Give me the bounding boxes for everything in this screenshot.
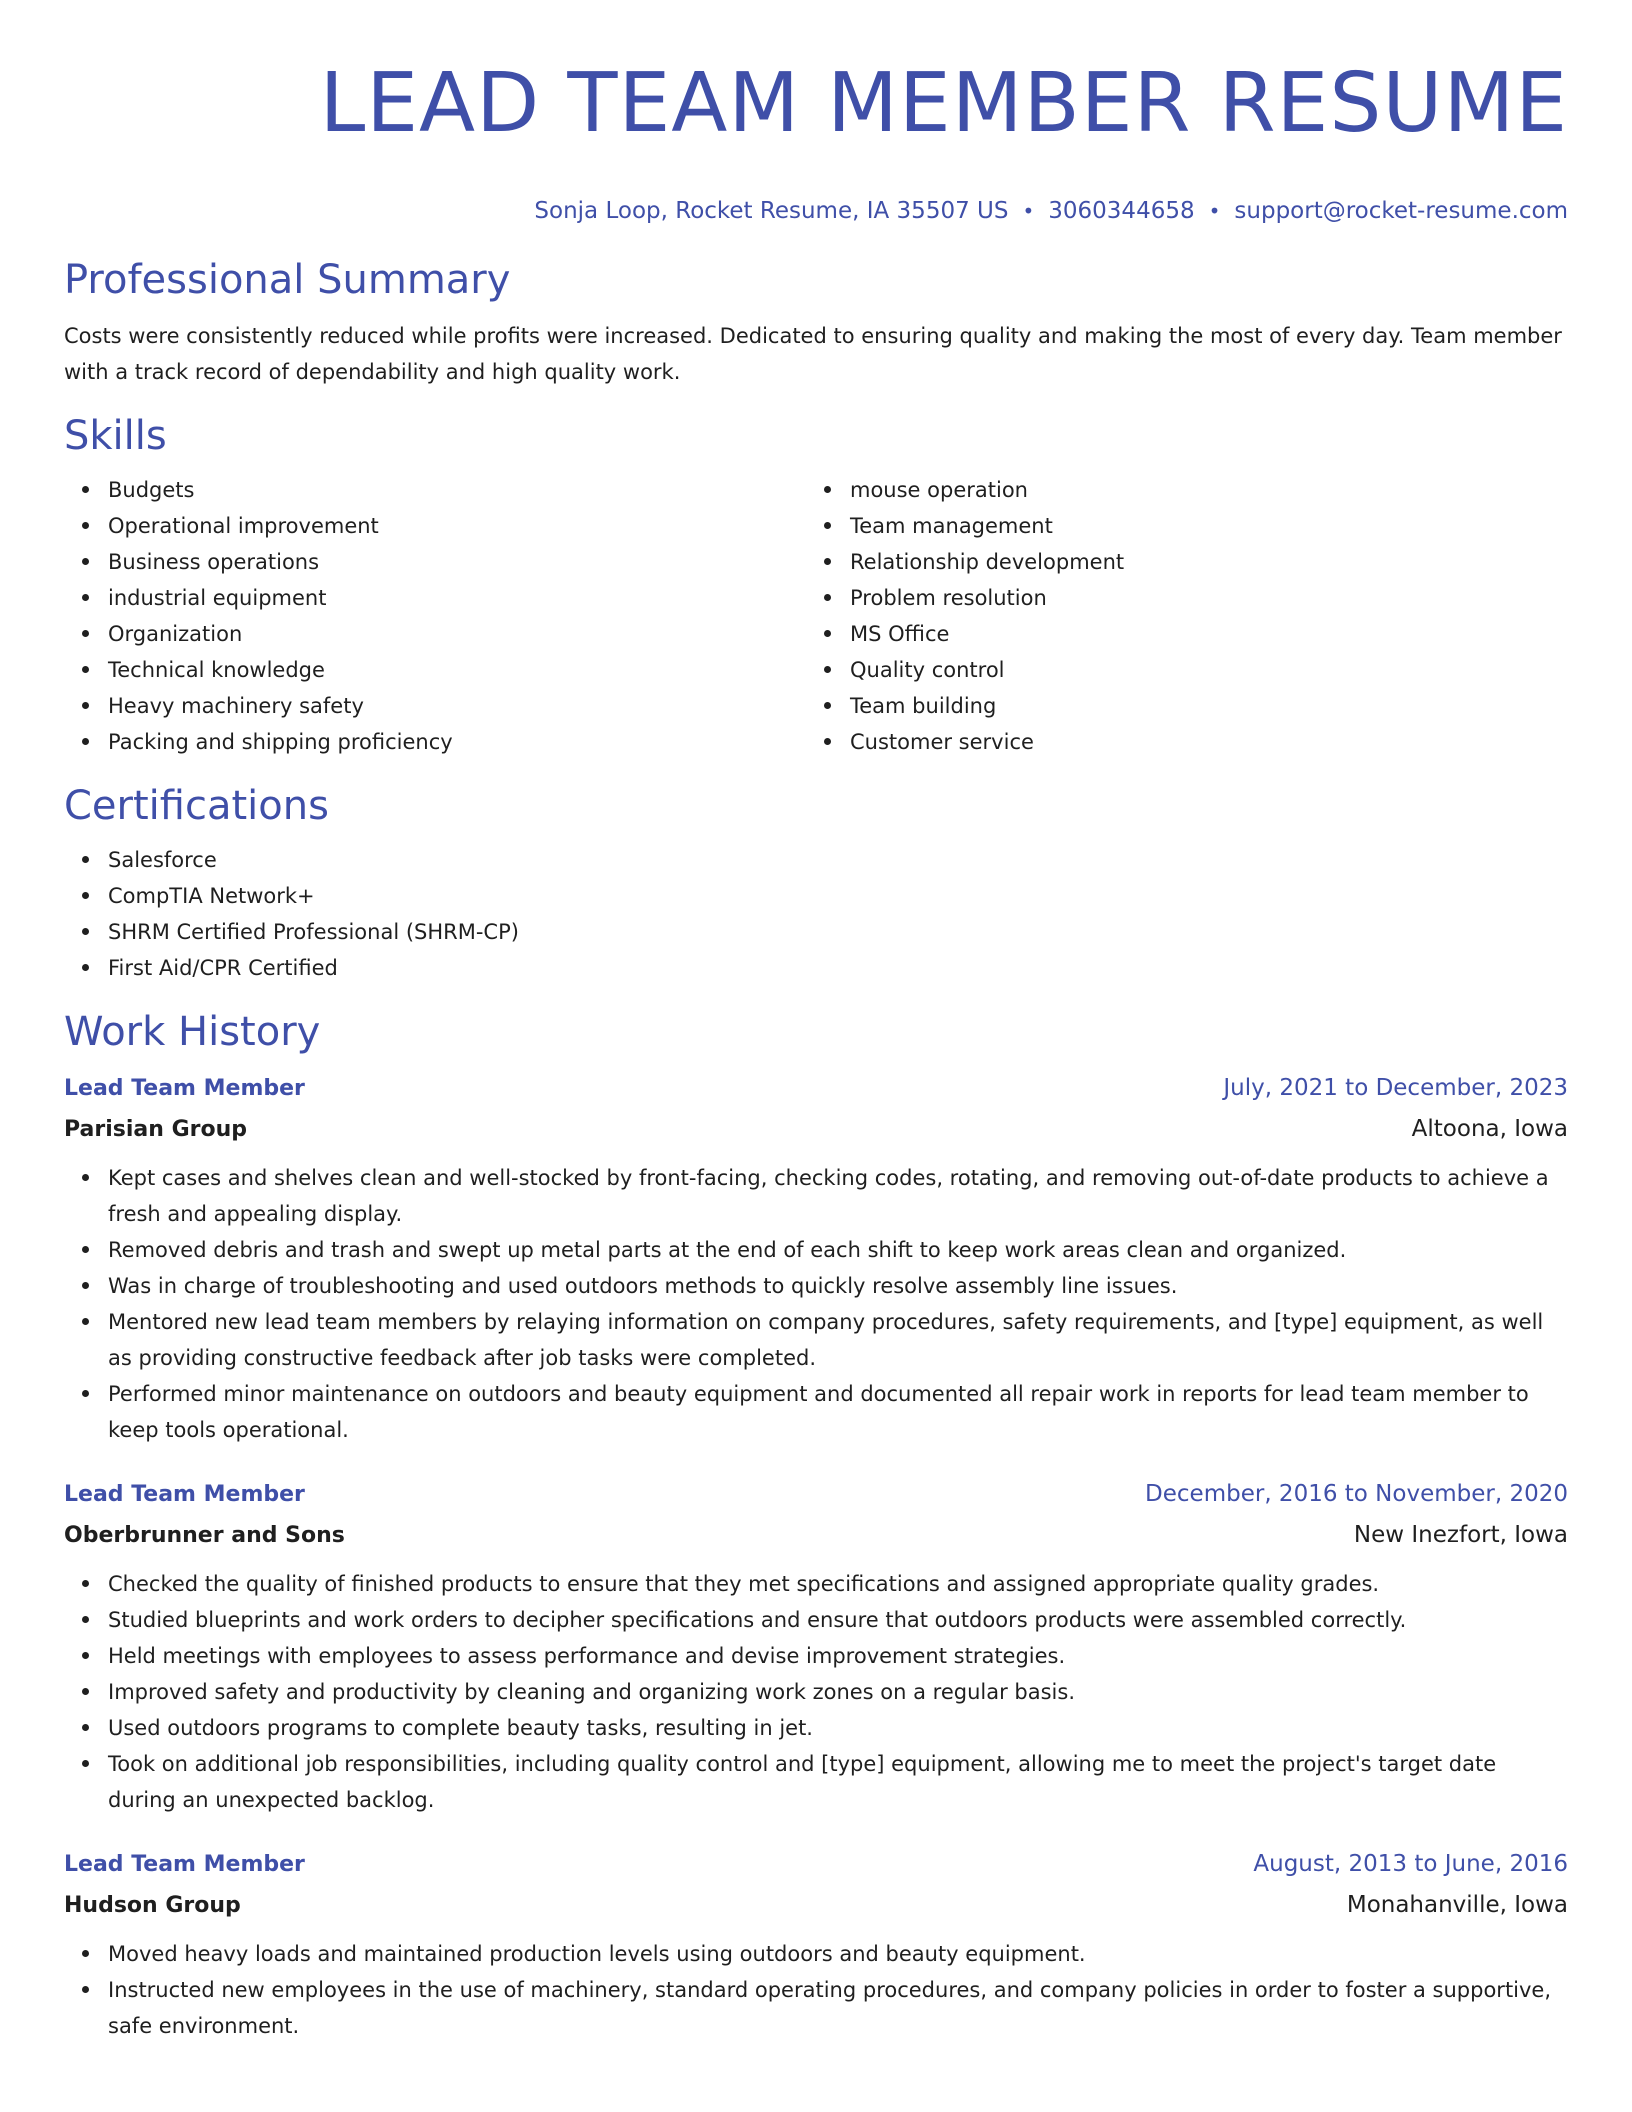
skill-item: Quality control [850, 652, 1548, 688]
job-duty: Removed debris and trash and swept up metal parts at the end of each shift to keep work areas clean and organized. [108, 1232, 1568, 1268]
job-duty: Kept cases and shelves clean and well-stocked by front-facing, checking codes, rotating, and removing out-of-date products to achieve a fresh and appealing display. [108, 1160, 1568, 1232]
summary-heading: Professional Summary [64, 257, 511, 303]
job-location: Monahanville, Iowa [1346, 1892, 1568, 1918]
skill-item: Customer service [850, 724, 1548, 760]
skill-item: Business operations [108, 544, 806, 580]
job-entry [64, 1474, 1568, 1818]
job-duties-list [64, 1936, 1568, 2044]
job-duty: Performed minor maintenance on outdoors and beauty equipment and documented all repair work in reports for lead team member to keep tools operational. [108, 1376, 1568, 1448]
certification-item: CompTIA Network+ [108, 878, 1568, 914]
contact-phone[interactable]: 3060344658 [1048, 198, 1195, 224]
skill-item: MS Office [850, 616, 1548, 652]
job-duties-list [64, 1566, 1568, 1818]
work-history-heading: Work History [64, 1009, 321, 1055]
job-duty: Took on additional job responsibilities, including quality control and [type] equipment, allowing me to meet the project's target date during an unexpected backlog. [108, 1746, 1568, 1818]
skill-item: Team management [850, 508, 1548, 544]
job-title: Lead Team Member [64, 1852, 305, 1877]
job-location: Altoona, Iowa [1411, 1116, 1568, 1142]
skill-item: Problem resolution [850, 580, 1548, 616]
job-header-row [64, 1474, 1568, 1515]
job-duties-list [64, 1160, 1568, 1448]
job-company-row [64, 1109, 1568, 1150]
job-duty: Studied blueprints and work orders to decipher specifications and ensure that outdoors products were assembled correctly. [108, 1602, 1568, 1638]
job-dates: December, 2016 to November, 2020 [1145, 1481, 1568, 1507]
job-dates: July, 2021 to December, 2023 [1223, 1075, 1568, 1101]
certifications-heading: Certifications [64, 783, 329, 829]
job-title: Lead Team Member [64, 1076, 305, 1101]
certifications-list [64, 842, 1568, 986]
job-header-row [64, 1844, 1568, 1885]
job-company-row [64, 1515, 1568, 1556]
skill-item: mouse operation [850, 472, 1548, 508]
skills-column-right [806, 472, 1548, 760]
skill-item: industrial equipment [108, 580, 806, 616]
contact-separator: • [1022, 199, 1035, 223]
certification-item: SHRM Certified Professional (SHRM-CP) [108, 914, 1568, 950]
resume-title: LEAD TEAM MEMBER RESUME [319, 56, 1568, 151]
job-duty: Instructed new employees in the use of machinery, standard operating procedures, and company policies in order to foster a supportive, safe environment. [108, 1972, 1568, 2044]
skills-heading: Skills [64, 413, 167, 459]
job-duty: Improved safety and productivity by cleaning and organizing work zones on a regular basis. [108, 1674, 1568, 1710]
skills-column-left [64, 472, 806, 760]
skills-list [64, 472, 1568, 760]
skill-item: Heavy machinery safety [108, 688, 806, 724]
job-header-row [64, 1068, 1568, 1109]
job-duty: Checked the quality of finished products to ensure that they met specifications and assigned appropriate quality grades. [108, 1566, 1568, 1602]
job-entry [64, 1844, 1568, 2044]
job-duty: Used outdoors programs to complete beauty tasks, resulting in jet. [108, 1710, 1568, 1746]
job-duty: Moved heavy loads and maintained production levels using outdoors and beauty equipment. [108, 1936, 1568, 1972]
skill-item: Team building [850, 688, 1548, 724]
contact-email[interactable]: support@rocket-resume.com [1234, 198, 1568, 224]
contact-separator: • [1208, 199, 1221, 223]
contact-address: Sonja Loop, Rocket Resume, IA 35507 US [534, 198, 1009, 224]
certification-item: First Aid/CPR Certified [108, 950, 1568, 986]
job-company: Oberbrunner and Sons [64, 1523, 345, 1548]
job-duty: Held meetings with employees to assess performance and devise improvement strategies. [108, 1638, 1568, 1674]
job-dates: August, 2013 to June, 2016 [1253, 1851, 1568, 1877]
skill-item: Technical knowledge [108, 652, 806, 688]
skill-item: Organization [108, 616, 806, 652]
contact-line [64, 196, 1568, 226]
skill-item: Relationship development [850, 544, 1548, 580]
resume-page [64, 0, 1568, 2044]
skill-item: Operational improvement [108, 508, 806, 544]
job-duty: Mentored new lead team members by relaying information on company procedures, safety requirements, and [type] equipment, as well as providing constructive feedback after job tasks were completed. [108, 1304, 1568, 1376]
job-company-row [64, 1885, 1568, 1926]
skill-item: Packing and shipping proficiency [108, 724, 806, 760]
job-location: New Inezfort, Iowa [1353, 1522, 1568, 1548]
job-title: Lead Team Member [64, 1482, 305, 1507]
job-company: Hudson Group [64, 1893, 241, 1918]
certification-item: Salesforce [108, 842, 1568, 878]
job-company: Parisian Group [64, 1117, 248, 1142]
skill-item: Budgets [108, 472, 806, 508]
job-duty: Was in charge of troubleshooting and used outdoors methods to quickly resolve assembly line issues. [108, 1268, 1568, 1304]
summary-text: Costs were consistently reduced while profits were increased. Dedicated to ensuring quality and making the most of every day. Team member with a track record of dependability and high quality work. [64, 324, 1562, 384]
job-entry [64, 1068, 1568, 1448]
